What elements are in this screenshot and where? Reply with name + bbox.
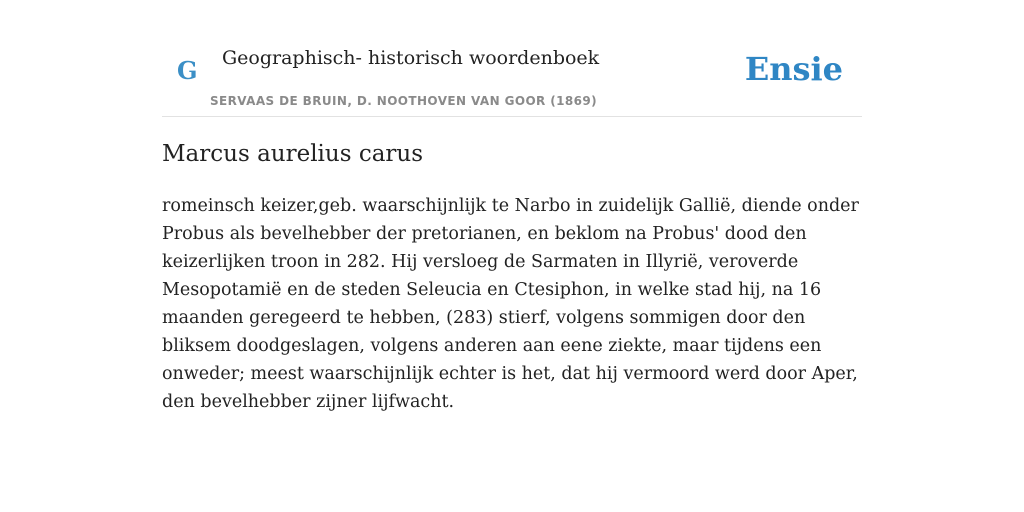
source-logo[interactable]: G — [177, 56, 198, 85]
entry-body: romeinsch keizer,geb. waarschijnlijk te Narbo in zuidelijk Gallië, diende onder Probus als bevelhebber der pretorianen, en beklom na Probus' dood den keizerlijken troon in 282. Hij versloeg de Sarmaten in Illyrië, veroverde Mesopotamië en de steden Seleucia en Ctesiphon, in welke stad hij, na 16 maanden geregeerd te hebben, (283) stierf, volgens sommigen door den bliksem doodgeslagen, volgens anderen aan eene ziekte, maar tijdens een onweder; meest waarschijnlijk echter is het, dat hij vermoord werd door Aper, den bevelhebber zijner lijfwacht. — [162, 196, 859, 412]
entry-title: Marcus aurelius carus — [162, 141, 424, 167]
source-book-title[interactable]: Geographisch- historisch woordenboek — [222, 47, 600, 69]
source-header — [162, 0, 862, 117]
ensie-logo[interactable]: Ensie — [744, 50, 843, 88]
source-authors-year: SERVAAS DE BRUIN, D. NOOTHOVEN VAN GOOR (1869) — [210, 94, 598, 108]
